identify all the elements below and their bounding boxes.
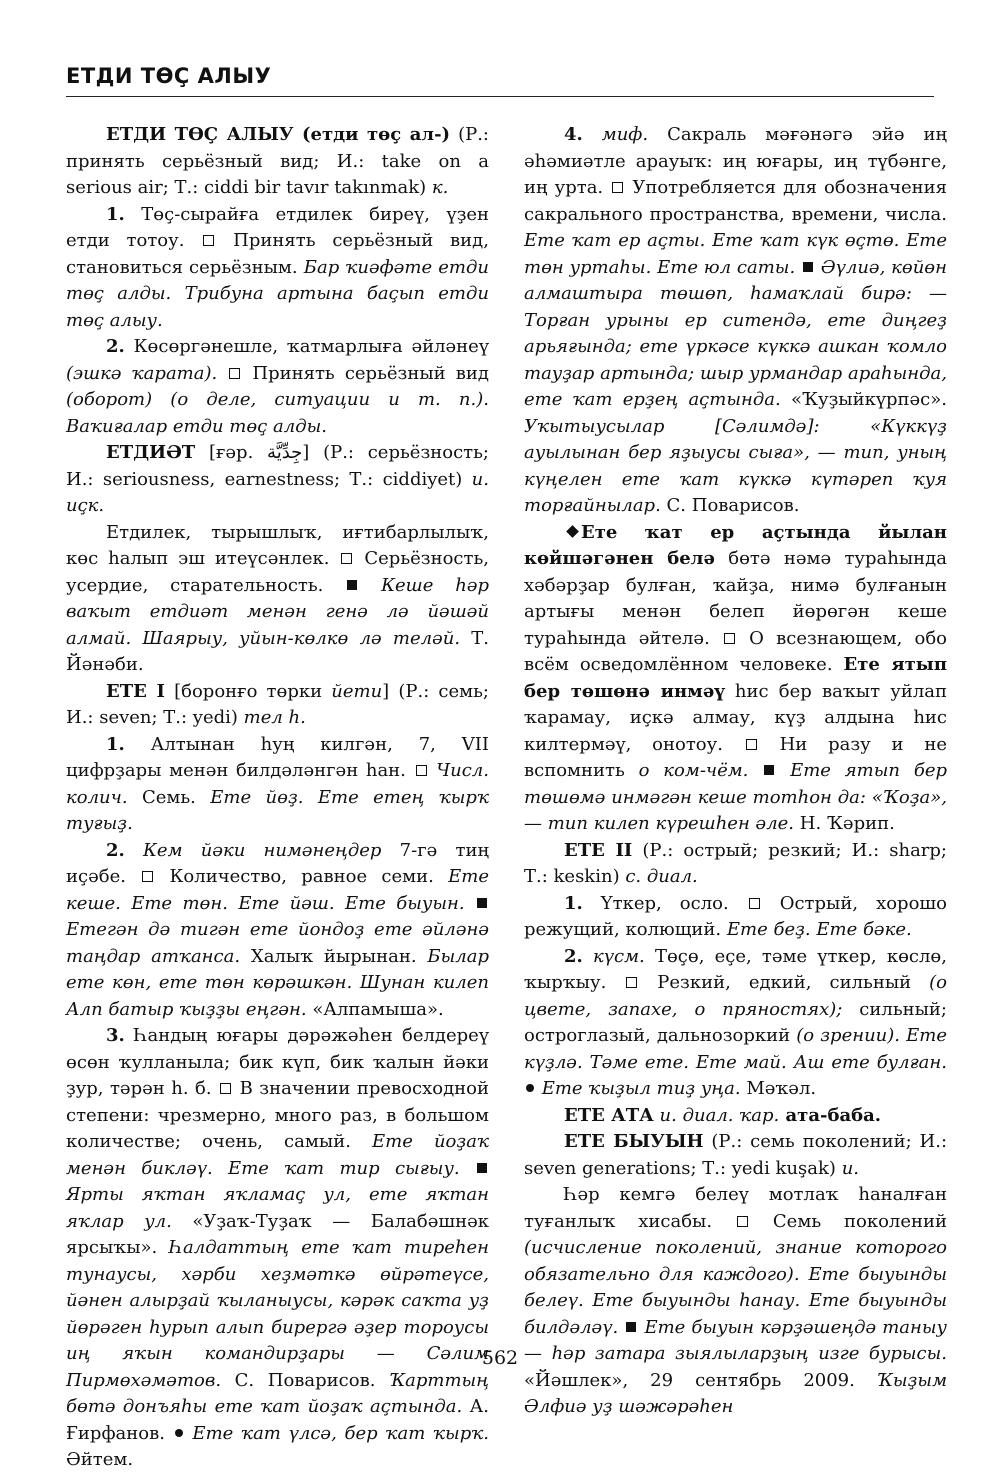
- part-of-speech: к.: [431, 177, 449, 198]
- example: Ҡыҙым Әлфиә уҙ шәжәрәһен: [524, 1369, 947, 1417]
- white-square-icon: [416, 765, 427, 776]
- right-column: [524, 122, 947, 1421]
- white-square-icon: [749, 898, 760, 909]
- white-square-icon: [142, 871, 153, 882]
- entry-etdiat-definition: Етдилек, тырышлыҡ, иғтибарлылыҡ, көс һалып эш итеүсәнлек. Серьёзность, усердие, старательность. Кеше һәр ваҡыт етдиәт менән генә лә йәшәй алмай. Шаярыу, уйын-көлкө лә теләй. Т. Йәнәби.: [66, 521, 489, 675]
- entry-ete-ata: ЕТЕ АТА и. диал. ҡар. ата-баба.: [564, 1104, 882, 1126]
- example: Былар ете көн, ете төн көрәшкән. Шунан килеп Алп батыр ҡыҙҙы еңгән.: [66, 945, 489, 1020]
- ete-2-sense-2: 2. күсм. Төҫө, еҫе, тәме үткер, көслө, ҡырҡыу. Резкий, едкий, сильный (о цвете, запахе, о пряностях); сильный; остроглазый, дальнозоркий (о зрении). Ете күҙлә. Тәме ете. Ете май. Аш ете булған. Ете ҡыҙыл тиҙ уңа. Мәҡәл.: [524, 945, 947, 1099]
- source: Н. Ҡәрип.: [794, 813, 895, 834]
- arabic-word: جِدِّيَّة: [267, 442, 303, 463]
- idiom: Ете ятып бер төшөнә инмәү: [524, 654, 948, 702]
- example: Ярты яҡтан яҡламаҫ ул, ете яҡтан яҡлар ул.: [66, 1184, 489, 1232]
- white-square-icon: [341, 553, 352, 564]
- page-number: 562: [481, 1347, 519, 1369]
- example: Ете йөҙ. Ете етең ҡырҡ туғыҙ.: [66, 786, 490, 834]
- entry-ete-1: ЕТЕ I [боронғо төрки йети] (Р.: семь; И.: seven; Т.: yedi) тел һ.: [66, 680, 489, 728]
- sense-2: 2. Көсөргәнешле, ҡатмарлыға әйләнеү (эшкә ҡарата). Принять серьёзный вид (оборот) (о деле, ситуации и т. п.). Ваҡиғалар етди төҫ алды.: [66, 336, 489, 437]
- running-header: [66, 58, 934, 97]
- white-square-icon: [220, 1083, 231, 1094]
- white-square-icon: [724, 633, 735, 644]
- example: Уҡытыусылар [Сәлимдә]: «Күккүҙ ауылынан бер яҙыусы сыға», — тип, уның күңелен ете ҡат күккә күтәреп ҡуя торғайнылар.: [524, 415, 947, 516]
- source: «Алпамыша».: [306, 998, 444, 1020]
- example: Ете күҙлә. Тәме ете. Ете май. Аш ете булған.: [524, 1025, 947, 1073]
- headword: ЕТЕ II: [564, 839, 633, 861]
- example: Бар ҡиәфәте етди төҫ алды. Трибуна артына баҫып етди төҫ алыу.: [66, 256, 489, 331]
- ete-1-sense-4: 4. миф. Сакраль мәғәнәгә эйә иң әһәмиәтле арауыҡ: иң юғары, иң түбәнге, иң урта. Употребляется для обозначения сакрального пространства, времени, числа. Ете ҡат ер аҫты. Ете ҡат күк өҫтө. Ете төн уртаһы. Ете юл саты. Әүлиә, көйөн алмаштыра төшөп, һамаҡлай бирә: — Торған урыны ер ситендә, ете диңгеҙ арьяғында; ете үркәсе күккә ашкан ҡомло тауҙар артында; шыр урмандар араһында, ете ҡат ерҙең аҫтында. «Ҡуҙыйкүрпәс». Уҡытыусылар [Сәлимдә]: «Күккүҙ ауылынан бер яҙыусы сыға», — тип, уның күңелен ете ҡат күккә күтәреп ҡуя торғайнылар. С. Поварисов.: [524, 124, 947, 516]
- source: Әйтем.: [66, 1449, 134, 1470]
- black-square-icon: [347, 580, 357, 590]
- example: Кеше һәр ваҡыт етдиәт менән генә лә йәшәй алмай. Шаярыу, уйын-көлкө лә теләй.: [66, 574, 489, 649]
- running-header-title: ЕТДИ ТӨҪ АЛЫУ: [66, 64, 272, 88]
- black-square-icon: [764, 765, 774, 775]
- example: Ете ятып бер төшөмә инмәгән кеше тотһон да: «Ҡоҙа», — тип килеп күрешһен әле.: [524, 760, 947, 834]
- source: С. Поварисов.: [660, 495, 800, 516]
- white-square-icon: [626, 977, 637, 988]
- black-square-icon: [477, 1163, 487, 1173]
- black-circle-icon: [175, 1429, 183, 1437]
- example: Ете ҡат ер аҫты. Ете ҡат күк өҫтө. Ете төн уртаһы. Ете юл саты.: [524, 230, 947, 278]
- black-square-icon: [626, 1322, 636, 1332]
- white-square-icon: [229, 368, 240, 379]
- source: С. Поварисов.: [221, 1369, 390, 1391]
- example: Ете быуынды белеү. Ете быуынды һанау. Ете быуынды билдәләү.: [524, 1263, 947, 1338]
- headword: ЕТЕ БЫУЫН: [564, 1131, 704, 1152]
- example: Әүлиә, көйөн алмаштыра төшөп, һамаҡлай бирә: — Торған урыны ер ситендә, ете диңгеҙ арьяғында; ете үркәсе күккә ашкан ҡомло тауҙар артында; шыр урмандар араһында, ете ҡат ерҙең аҫтында.: [524, 256, 947, 410]
- example: Етегән дә тигән ете йондоҙ ете әйләнә таңдар атҡанса.: [66, 919, 489, 967]
- proverb: Ете ҡыҙыл тиҙ уңа.: [536, 1078, 741, 1099]
- ete-1-sense-2: 2. Кем йәки нимәнеңдер 7-гә тиң иҫәбе. Количество, равное семи. Ете кеше. Ете төн. Ете йәш. Ете быуын. Етегән дә тигән ете йондоҙ ете әйләнә таңдар атҡанса. Халыҡ йырынан. Былар ете көн, ете төн көрәшкән. Шунан килеп Алп батыр ҡыҙҙы еңгән. «Алпамыша».: [66, 839, 489, 1020]
- headword: ЕТЕ АТА: [564, 1104, 654, 1126]
- black-square-icon: [477, 898, 487, 908]
- white-square-icon: [737, 1216, 748, 1227]
- example: Ете беҙ. Ете бәке.: [726, 919, 912, 940]
- headword: ЕТДИӘТ: [106, 442, 196, 463]
- white-square-icon: [746, 739, 757, 750]
- idiom-1: Ете ҡат ер аҫтында йылан көйшәгәнен белә бөтә нәмә тураһында хәбәрҙар булған, ҡайҙа, нимә булғанын артығы менән белеп йөрөгән кеше тураһында әйтелә. О всезнающем, обо всём осведомлённом человеке. Ете ятып бер төшөнә инмәү һис бер ваҡыт уйлап ҡарамау, иҫкә алмау, күҙ алдына һис килтермәү, онотоу. Ни разу и не вспомнить о ком-чём. Ете ятып бер төшөмә инмәгән кеше тотһон да: «Ҡоҙа», — тип килеп күрешһен әле. Н. Ҡәрип.: [524, 521, 948, 834]
- entry-ete-byuyn: ЕТЕ БЫУЫН (Р.: семь поколений; И.: seven generations; Т.: yedi kuşak) и.: [524, 1131, 948, 1179]
- headword: ЕТДИ ТӨҪ АЛЫУ (етди төҫ ал-): [106, 124, 451, 145]
- source: «Ҡуҙыйкүрпәс».: [780, 389, 947, 410]
- ete-1-sense-3: 3. Һандың юғары дәрәжәһен белдереү өсөн ҡулланыла; бик күп, бик ҡалын йәки ҙур, тәрән һ. б. В значении превосходной степени: чрезмерно, много раз, в большом количестве; очень, самый. Ете йоҙаҡ менән бикләү. Ете ҡат тир сығыу. Ярты яҡтан яҡламаҫ ул, ете яҡтан яҡлар ул. «Уҙаҡ-Туҙаҡ — Балабәшнәк ярсыҡы». Һалдаттың ете ҡат тиреһен тунаусы, хәрби хеҙмәткә өйрәтеүсе, йәнен алырҙай ҡыланыусы, кәрәк саҡта уҙ йөрәген һурып алып бирергә әҙер тороусы иң яҡын командирҙары — Сәлим Пирмөхәмәтов. С. Поварисов. Ҡарттың бөтә донъяһы ете ҡат йоҙаҡ аҫтында. А. Ғирфанов. Ете ҡат үлсә, бер ҡат ҡырҡ. Әйтем.: [66, 1025, 489, 1470]
- sense-1: 1. Төҫ-сырайға етдилек биреү, үҙен етди тотоу. Принять серьёзный вид, становиться серьёзным. Бар ҡиәфәте етди төҫ алды. Трибуна артына баҫып етди төҫ алыу.: [66, 203, 489, 331]
- entry-etdi-tos-alyu: ЕТДИ ТӨҪ АЛЫУ (етди төҫ ал-) (Р.: принять серьёзный вид; И.: take on a serious air; Т.: ciddi bir tavır takınmak) к.: [66, 124, 489, 198]
- example: Ете быуын кәрҙәшеңдә таныу — һәр затара зыялыларҙың изге бурысы.: [524, 1316, 947, 1364]
- white-square-icon: [203, 235, 214, 246]
- example: Ете йоҙаҡ менән бикләү. Ете ҡат тир сығыу.: [66, 1131, 489, 1179]
- proverb: Ете ҡат үлсә, бер ҡат ҡырҡ.: [184, 1422, 489, 1444]
- black-circle-icon: [526, 1084, 534, 1092]
- source: «Йәшлек», 29 сентябрь 2009.: [524, 1369, 877, 1391]
- black-square-icon: [803, 262, 813, 272]
- source: Мәҡәл.: [740, 1078, 817, 1099]
- black-diamond-icon: [566, 525, 579, 538]
- entry-ete-2: ЕТЕ II (Р.: острый; резкий; И.: sharp; Т.: keskin) с. диал.: [524, 839, 947, 887]
- left-column: [66, 122, 489, 1474]
- headword: ЕТЕ I: [106, 680, 165, 702]
- white-square-icon: [612, 182, 623, 193]
- ete-1-sense-1: 1. Алтынан һуң килгән, 7, VII цифрҙары менән билдәләнгән һан. Числ. колич. Семь. Ете йөҙ. Ете етең ҡырҡ туғыҙ.: [66, 733, 490, 834]
- source: Т. Йәнәби.: [66, 627, 489, 675]
- source: А. Ғирфанов.: [66, 1396, 489, 1444]
- source: Халыҡ йырынан.: [240, 945, 428, 967]
- example: Ваҡиғалар етди төҫ алды.: [66, 415, 327, 437]
- idiom: Ете ҡат ер аҫтында йылан көйшәгәнен белә: [524, 521, 947, 569]
- entry-etdiat: ЕТДИӘТ [ғәр. جِدِّيَّة] (Р.: серьёзность; И.: seriousness, earnestness; Т.: ciddiyet) и. иҫк.: [66, 442, 489, 516]
- example: Ете кеше. Ете төн. Ете йәш. Ете быуын.: [66, 866, 489, 914]
- ete-2-sense-1: 1. Үткер, осло. Острый, хорошо режущий, колющий. Ете беҙ. Ете бәке.: [524, 892, 947, 940]
- example: Һалдаттың ете ҡат тиреһен тунаусы, хәрби хеҙмәткә өйрәтеүсе, йәнен алырҙай ҡыланыусы, кәрәк саҡта уҙ йөрәген һурып алып бирергә әҙер тороусы иң яҡын командирҙары — Сәлим Пирмөхәмәтов.: [66, 1237, 489, 1391]
- source: «Уҙаҡ-Туҙаҡ — Балабәшнәк ярсыҡы».: [66, 1210, 489, 1258]
- ete-byuyn-definition: Һәр кемгә белеү мотлаҡ һаналған туғанлыҡ хисабы. Семь поколений (исчисление поколений, знание которого обязательно для каждого). Ете быуынды белеү. Ете быуынды һанау. Ете быуынды билдәләү. Ете быуын кәрҙәшеңдә таныу — һәр затара зыялыларҙың изге бурысы. «Йәшлек», 29 сентябрь 2009. Ҡыҙым Әлфиә уҙ шәжәрәһен: [524, 1184, 948, 1417]
- example: Ҡарттың бөтә донъяһы ете ҡат йоҙаҡ аҫтында.: [66, 1369, 489, 1417]
